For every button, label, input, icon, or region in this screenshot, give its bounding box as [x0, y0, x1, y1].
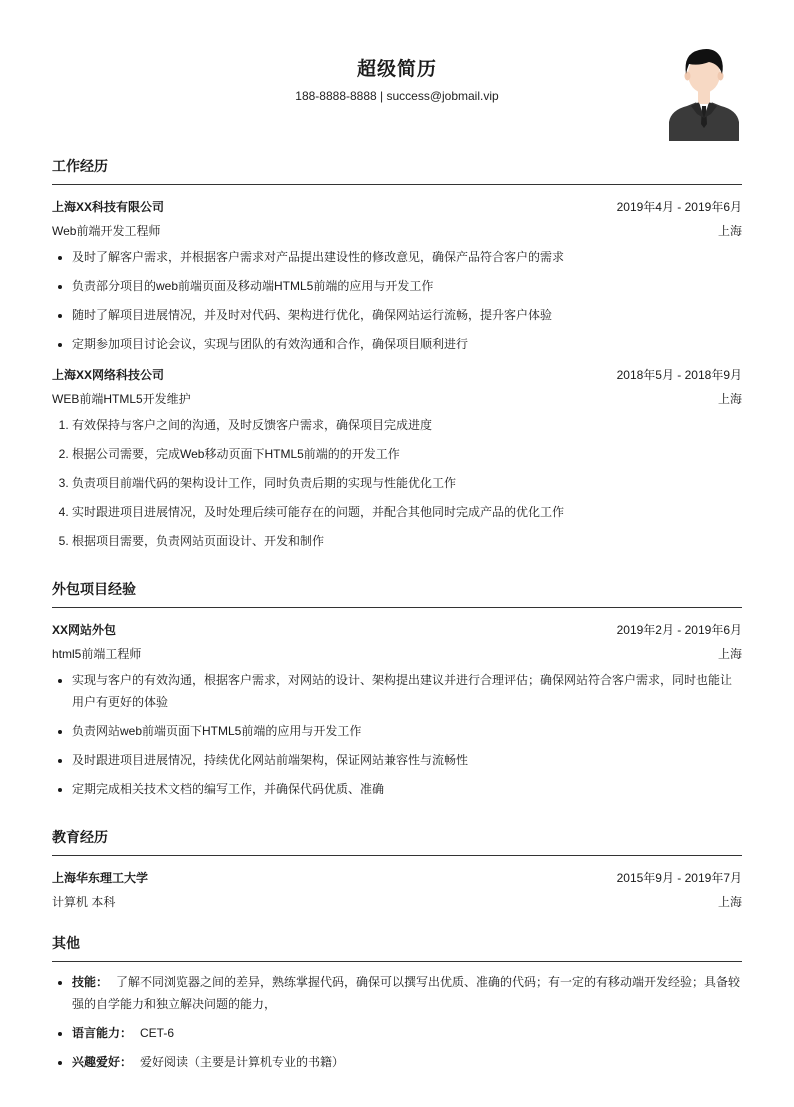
- hobby-text: 爱好阅读（主要是计算机专业的书籍）: [140, 1055, 345, 1069]
- project-period: 2019年2月 - 2019年6月: [616, 622, 742, 637]
- project-name: XX网站外包: [52, 622, 117, 637]
- education-major: 计算机 本科: [52, 894, 116, 909]
- job-header-row: [52, 362, 742, 386]
- job-position: Web前端开发工程师: [52, 223, 161, 238]
- list-item: • 及时跟进项目进展情况，持续优化网站前端架构，保证网站兼容性与流畅性: [72, 749, 742, 771]
- list-item: [72, 1051, 742, 1073]
- other-list: [52, 971, 742, 1073]
- language-text: CET-6: [140, 1026, 175, 1040]
- section-title-work: 工作经历: [52, 156, 742, 185]
- job-header-row: [52, 194, 742, 218]
- job-subheader-row: [52, 386, 742, 410]
- list-item: [72, 1022, 742, 1044]
- education-location: 上海: [717, 894, 742, 909]
- education-subheader-row: [52, 889, 742, 913]
- list-item: • 定期完成相关技术文档的编写工作，并确保代码优质、准确: [72, 778, 742, 800]
- project-role: html5前端工程师: [52, 646, 142, 661]
- resume-header: [52, 0, 742, 150]
- list-item: 1. 有效保持与客户之间的沟通，及时反馈客户需求，确保项目完成进度: [72, 414, 742, 436]
- list-item: • 负责网站web前端页面下HTML5前端的应用与开发工作: [72, 720, 742, 742]
- work-section: [52, 156, 742, 552]
- other-section: [52, 933, 742, 1073]
- education-header-row: [52, 865, 742, 889]
- section-title-project: 外包项目经验: [52, 579, 742, 608]
- project-duties-list: [52, 669, 742, 800]
- education-section: [52, 827, 742, 913]
- contact-info: 188-8888-8888 | success@jobmail.vip: [295, 89, 499, 103]
- project-header-row: [52, 617, 742, 641]
- list-item: • 实现与客户的有效沟通，根据客户需求，对网站的设计、架构提出建议并进行合理评估；确保网站符合客户需求，同时也能让用户有更好的体验: [72, 669, 742, 713]
- list-item: [72, 971, 742, 1015]
- list-item: 2. 根据公司需要，完成Web移动页面下HTML5前端的的开发工作: [72, 443, 742, 465]
- list-item: • 随时了解项目进展情况，并及时对代码、架构进行优化，确保网站运行流畅，提升客户体验: [72, 304, 742, 326]
- project-subheader-row: [52, 641, 742, 665]
- candidate-name: 超级简历: [356, 59, 437, 80]
- school-name: 上海华东理工大学: [52, 870, 149, 885]
- avatar-icon: [669, 44, 739, 141]
- skills-label: 技能：: [72, 975, 109, 989]
- company-name: 上海XX网络科技公司: [52, 367, 165, 382]
- hobby-label: 兴趣爱好：: [72, 1055, 133, 1069]
- project-location: 上海: [717, 646, 742, 661]
- list-item: • 定期参加项目讨论会议，实现与团队的有效沟通和合作，确保项目顺利进行: [72, 333, 742, 355]
- list-item: 4. 实时跟进项目进展情况，及时处理后续可能存在的问题，并配合其他同时完成产品的优化工作: [72, 501, 742, 523]
- job-entry: [52, 194, 742, 355]
- job-duties-list: [52, 414, 742, 552]
- resume-page: [52, 0, 742, 1080]
- project-section: [52, 579, 742, 800]
- section-title-education: 教育经历: [52, 827, 742, 856]
- section-title-other: 其他: [52, 933, 742, 962]
- list-item: 3. 负责项目前端代码的架构设计工作，同时负责后期的实现与性能优化工作: [72, 472, 742, 494]
- skills-text: 了解不同浏览器之间的差异，熟练掌握代码，确保可以撰写出优质、准确的代码；有一定的有移动端开发经验；具备较强的自学能力和独立解决问题的能力，: [72, 975, 741, 1011]
- job-subheader-row: [52, 218, 742, 242]
- list-item: • 负责部分项目的web前端页面及移动端HTML5前端的应用与开发工作: [72, 275, 742, 297]
- language-label: 语言能力：: [72, 1026, 133, 1040]
- job-entry: [52, 362, 742, 552]
- list-item: 5. 根据项目需要，负责网站页面设计、开发和制作: [72, 530, 742, 552]
- company-name: 上海XX科技有限公司: [52, 199, 165, 214]
- job-duties-list: [52, 246, 742, 355]
- list-item: • 及时了解客户需求，并根据客户需求对产品提出建设性的修改意见，确保产品符合客户的需求: [72, 246, 742, 268]
- job-position: WEB前端HTML5开发维护: [52, 391, 191, 406]
- job-location: 上海: [717, 223, 742, 238]
- education-period: 2015年9月 - 2019年7月: [616, 870, 742, 885]
- job-period: 2018年5月 - 2018年9月: [616, 367, 742, 382]
- job-location: 上海: [717, 391, 742, 406]
- job-period: 2019年4月 - 2019年6月: [616, 199, 742, 214]
